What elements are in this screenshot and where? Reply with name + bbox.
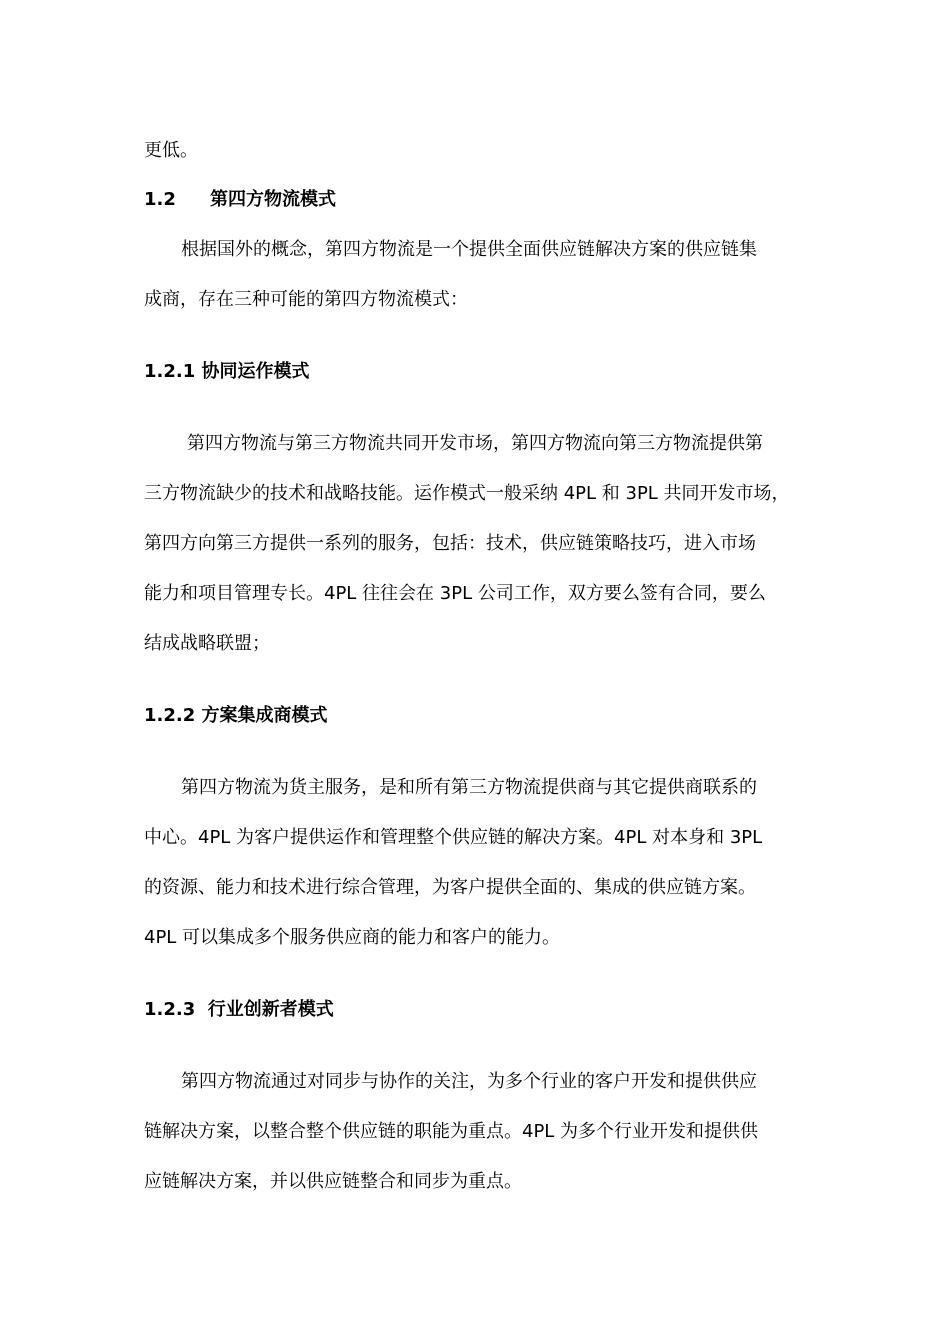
section-heading-1-2-2 xyxy=(144,704,328,728)
paragraph-line: 三方物流缺少的技术和战略技能。运作模式一般采纳 4PL 和 3PL 共同开发市场， xyxy=(144,483,790,504)
paragraph-line: 第四方物流为货主服务，是和所有第三方物流提供商与其它提供商联系的 xyxy=(181,777,757,798)
paragraph-line: 结成战略联盟； xyxy=(144,633,270,654)
heading-title: 行业创新者模式 xyxy=(207,999,334,1020)
paragraph-line: 能力和项目管理专长。4PL 往往会在 3PL 公司工作，双方要么签有合同，要么 xyxy=(144,583,766,604)
section-heading-1-2-3 xyxy=(144,998,334,1022)
paragraph-line: 中心。4PL 为客户提供运作和管理整个供应链的解决方案。4PL 对本身和 3PL xyxy=(144,827,763,848)
paragraph-line: 第四方物流通过对同步与协作的关注，为多个行业的客户开发和提供供应 xyxy=(181,1071,757,1092)
heading-number: 1.2.1 xyxy=(144,361,196,382)
heading-number: 1.2.2 xyxy=(144,705,196,726)
heading-number: 1.2.3 xyxy=(144,999,196,1020)
paragraph-line: 第四方物流与第三方物流共同开发市场，第四方物流向第三方物流提供第 xyxy=(187,433,763,454)
section-heading-1-2-1 xyxy=(144,360,310,384)
paragraph-line: 链解决方案，以整合整个供应链的职能为重点。4PL 为多个行业开发和提供供 xyxy=(144,1121,759,1142)
paragraph-line: 的资源、能力和技术进行综合管理，为客户提供全面的、集成的供应链方案。 xyxy=(144,877,756,898)
heading-title: 第四方物流模式 xyxy=(210,189,336,210)
paragraph-line: 更低。 xyxy=(144,140,198,161)
paragraph-line: 4PL 可以集成多个服务供应商的能力和客户的能力。 xyxy=(144,927,561,948)
heading-title: 方案集成商模式 xyxy=(201,705,328,726)
heading-number: 1.2 xyxy=(144,189,176,210)
paragraph-line: 根据国外的概念，第四方物流是一个提供全面供应链解决方案的供应链集 xyxy=(181,239,757,260)
paragraph-line: 成商，存在三种可能的第四方物流模式： xyxy=(144,289,468,310)
paragraph-line: 应链解决方案，并以供应链整合和同步为重点。 xyxy=(144,1171,522,1192)
heading-title: 协同运作模式 xyxy=(201,361,310,382)
section-heading-1-2 xyxy=(144,188,336,212)
paragraph-line: 第四方向第三方提供一系列的服务，包括：技术，供应链策略技巧，进入市场 xyxy=(144,533,756,554)
